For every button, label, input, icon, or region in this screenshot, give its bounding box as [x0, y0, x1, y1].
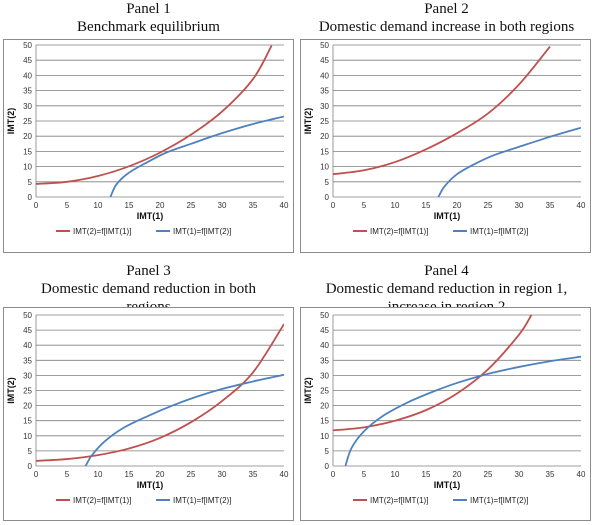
panel-label: Panel 4 — [424, 263, 469, 279]
x-axis-title: IMT(1) — [433, 211, 461, 221]
y-tick-label: 15 — [320, 147, 329, 157]
y-tick-label: 5 — [324, 177, 329, 187]
y-tick-label: 0 — [324, 193, 329, 202]
x-tick-label: 25 — [483, 201, 493, 210]
chart-svg — [4, 308, 293, 520]
x-tick-label: 30 — [514, 470, 524, 479]
y-tick-label: 45 — [23, 56, 32, 66]
panel-3 — [0, 262, 297, 524]
series-line-1 — [333, 315, 531, 430]
x-tick-label: 35 — [248, 201, 258, 210]
y-tick-label: 20 — [320, 132, 329, 142]
x-tick-label: 15 — [421, 470, 431, 479]
y-tick-label: 5 — [27, 446, 32, 456]
y-axis-title: IMT(2) — [303, 377, 313, 404]
x-axis-title: IMT(1) — [433, 480, 461, 490]
y-tick-label: 50 — [23, 41, 32, 50]
y-tick-label: 40 — [320, 71, 329, 81]
y-tick-label: 10 — [23, 431, 32, 441]
chart-svg — [301, 308, 590, 520]
x-tick-label: 30 — [217, 470, 227, 479]
x-tick-label: 10 — [93, 201, 103, 210]
series-line-1 — [36, 324, 284, 461]
y-tick-label: 0 — [324, 462, 329, 471]
chart-frame — [300, 39, 591, 253]
y-tick-label: 25 — [320, 117, 329, 126]
y-tick-label: 15 — [320, 416, 329, 426]
series-line-1 — [36, 46, 272, 184]
panel-4 — [298, 262, 595, 524]
legend-label-1: IMT(2)=f[IMT(1)] — [370, 496, 429, 505]
y-axis-title: IMT(2) — [6, 377, 16, 404]
panel-subtitle-line-1: Benchmark equilibrium — [77, 19, 220, 35]
x-tick-label: 15 — [421, 201, 431, 210]
x-tick-label: 0 — [330, 201, 336, 210]
y-tick-label: 35 — [320, 356, 329, 366]
x-axis-title: IMT(1) — [136, 480, 164, 490]
y-tick-label: 10 — [320, 431, 329, 441]
x-tick-label: 0 — [33, 201, 39, 210]
x-axis-title: IMT(1) — [136, 211, 164, 221]
legend-label-2: IMT(1)=f[IMT(2)] — [470, 496, 529, 505]
y-axis-title: IMT(2) — [6, 107, 16, 135]
panel-subtitle-line-1: Domestic demand increase in both regions — [318, 19, 575, 35]
y-tick-label: 10 — [23, 162, 32, 172]
y-tick-label: 0 — [27, 193, 32, 202]
y-tick-label: 50 — [23, 311, 32, 320]
y-tick-label: 25 — [23, 117, 32, 126]
chart-svg — [301, 40, 590, 252]
y-tick-label: 15 — [23, 416, 32, 426]
y-tick-label: 15 — [23, 147, 32, 157]
y-tick-label: 25 — [320, 386, 329, 396]
y-tick-label: 30 — [23, 101, 32, 111]
x-tick-label: 40 — [576, 470, 586, 479]
chart-frame — [300, 307, 591, 521]
panel-1 — [0, 0, 297, 262]
y-tick-label: 20 — [320, 401, 329, 411]
x-tick-label: 25 — [186, 201, 196, 210]
x-tick-label: 10 — [390, 470, 400, 479]
y-tick-label: 45 — [23, 326, 32, 336]
y-tick-label: 25 — [23, 386, 32, 396]
y-tick-label: 35 — [23, 356, 32, 366]
y-tick-label: 5 — [324, 446, 329, 456]
x-tick-label: 0 — [330, 470, 336, 479]
panel-label: Panel 1 — [126, 1, 171, 17]
y-tick-label: 30 — [320, 371, 329, 381]
x-tick-label: 15 — [124, 470, 134, 479]
legend-label-2: IMT(1)=f[IMT(2)] — [470, 227, 529, 236]
series-line-1 — [333, 47, 550, 175]
x-tick-label: 5 — [64, 201, 70, 210]
x-tick-label: 10 — [390, 201, 400, 210]
legend-label-1: IMT(2)=f[IMT(1)] — [73, 496, 132, 505]
x-tick-label: 20 — [452, 201, 462, 210]
y-tick-label: 35 — [23, 86, 32, 96]
series-line-2 — [438, 128, 581, 197]
y-tick-label: 50 — [320, 41, 329, 50]
y-tick-label: 20 — [23, 132, 32, 142]
x-tick-label: 5 — [361, 201, 367, 210]
x-tick-label: 40 — [279, 201, 289, 210]
x-tick-label: 15 — [124, 201, 134, 210]
legend-label-1: IMT(2)=f[IMT(1)] — [73, 227, 132, 236]
y-tick-label: 35 — [320, 86, 329, 96]
x-tick-label: 5 — [361, 470, 367, 479]
chart-frame — [3, 307, 294, 521]
panel-subtitle-line-1: Domestic demand reduction in region 1, — [325, 281, 568, 297]
x-tick-label: 25 — [483, 470, 493, 479]
panel-2 — [298, 0, 595, 262]
panel-subtitle-line-1: Domestic demand reduction in both — [41, 281, 256, 297]
x-tick-label: 30 — [217, 201, 227, 210]
y-tick-label: 45 — [320, 326, 329, 336]
x-tick-label: 20 — [452, 470, 462, 479]
legend-label-2: IMT(1)=f[IMT(2)] — [173, 227, 232, 236]
series-line-2 — [110, 116, 284, 197]
y-tick-label: 20 — [23, 401, 32, 411]
panel-label: Panel 3 — [126, 263, 171, 279]
y-tick-label: 40 — [320, 341, 329, 351]
panel-label: Panel 2 — [424, 1, 469, 17]
x-tick-label: 25 — [186, 470, 196, 479]
y-tick-label: 5 — [27, 177, 32, 187]
x-tick-label: 35 — [545, 201, 555, 210]
x-tick-label: 40 — [576, 201, 586, 210]
x-tick-label: 5 — [64, 470, 70, 479]
y-tick-label: 10 — [320, 162, 329, 172]
y-tick-label: 30 — [23, 371, 32, 381]
y-axis-title: IMT(2) — [303, 107, 313, 135]
x-tick-label: 20 — [155, 470, 165, 479]
series-line-2 — [345, 357, 581, 466]
x-tick-label: 40 — [279, 470, 289, 479]
y-tick-label: 40 — [23, 341, 32, 351]
chart-svg — [4, 40, 293, 252]
x-tick-label: 35 — [248, 470, 258, 479]
legend-label-2: IMT(1)=f[IMT(2)] — [173, 496, 232, 505]
y-tick-label: 45 — [320, 56, 329, 66]
y-tick-label: 0 — [27, 462, 32, 471]
y-tick-label: 50 — [320, 311, 329, 320]
chart-frame — [3, 39, 294, 253]
x-tick-label: 35 — [545, 470, 555, 479]
y-tick-label: 30 — [320, 101, 329, 111]
x-tick-label: 0 — [33, 470, 39, 479]
x-tick-label: 20 — [155, 201, 165, 210]
y-tick-label: 40 — [23, 71, 32, 81]
legend-label-1: IMT(2)=f[IMT(1)] — [370, 227, 429, 236]
x-tick-label: 10 — [93, 470, 103, 479]
x-tick-label: 30 — [514, 201, 524, 210]
